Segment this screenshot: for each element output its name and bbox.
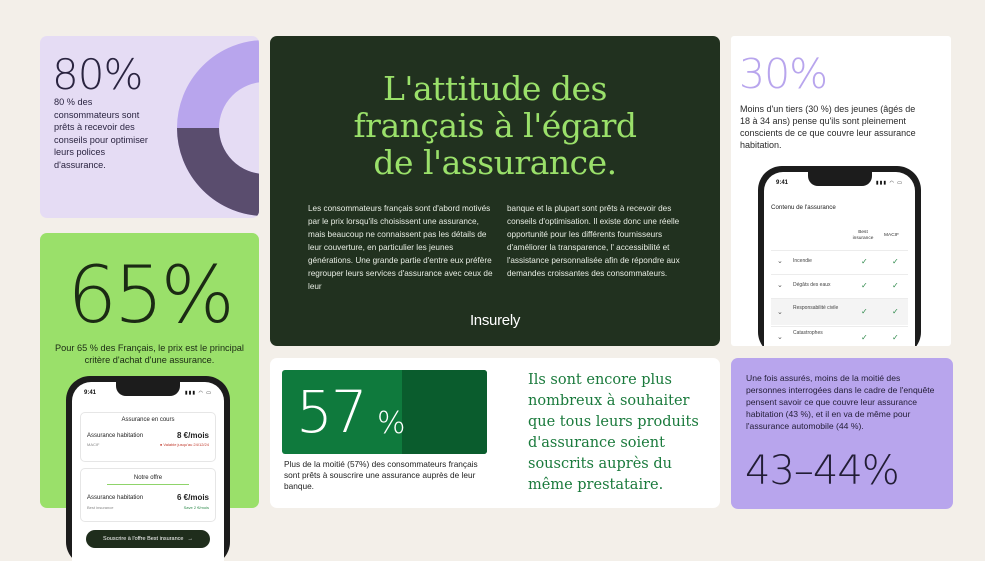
phone-mockup-offer [66, 376, 230, 561]
current-label: Assurance habitation [87, 432, 144, 439]
stat-quote: Ils sont encore plus nombreux à souhaiter que tous leurs produits d'assurance soient souscrits auprès du même prestataire. [528, 372, 699, 493]
hero-text-col-2: banque et la plupart sont prêts à recevoir des conseils d'optimisation. Il existe donc une réelle opportunité pour les différents fournisseurs d'améliorer la transparence, l' accessibilité et l'assistance personnalisée afin de répondre aux demandes croissantes des consommateurs. [507, 204, 680, 278]
coverage-row[interactable] [771, 298, 908, 325]
status-time: 9:41 [84, 390, 97, 396]
current-insurance-box [80, 412, 216, 462]
current-provider: MACIF [87, 442, 100, 447]
stat-value: 80% [52, 50, 143, 99]
stat-text: 80 % des consommateurs sont prêts à recevoir des conseils pour optimiser leurs polices d'assurance. [54, 97, 148, 170]
status-icons: ▮▮▮ ◠ ▭ [184, 390, 212, 396]
hero-title-line: français à l'égard [353, 106, 637, 145]
check-icon: ✓ [861, 307, 868, 316]
chevron-down-icon: ⌄ [777, 282, 783, 289]
stat-text: Moins d'un tiers (30 %) des jeunes (âgés de 18 à 34 ans) pense qu'ils sont pleinement conscients de ce que couvre leur assurance habitation. [740, 104, 916, 150]
phone-notch [808, 172, 872, 186]
coverage-row[interactable] [771, 250, 908, 273]
current-row [87, 431, 209, 440]
check-icon: ✓ [892, 333, 899, 342]
stat-card-43-44 [731, 358, 953, 509]
stat-card-57 [270, 358, 720, 508]
stat-unit: % [377, 406, 406, 441]
chevron-down-icon: ⌄ [777, 309, 783, 316]
subscribe-label: Souscrire à l'offre Best insurance [103, 536, 184, 542]
insurely-logo: Insurely [469, 312, 521, 329]
stat-card-80 [40, 36, 259, 218]
coverage-label: Dégâts des eaux [793, 282, 831, 288]
offer-provider: Best insurance [87, 505, 114, 510]
offer-sub [87, 505, 209, 510]
hero-text-col-1: Les consommateurs français sont d'abord motivés par le prix lorsqu'ils choisissent une assurance, mais beaucoup ne connaissent pas les détails de leur couverture, en particulier les jeunes générations. Une grande partie d'entre eux préfère regrouper leurs services d'assurance avec ceux de leur [308, 204, 493, 291]
stat-text: Pour 65 % des Français, le prix est le principal critère d'achat d'une assurance. [55, 343, 244, 365]
col-header-best: Best insurance [852, 230, 874, 241]
hero-title-line: de l'assurance. [373, 143, 617, 182]
stat-card-30 [731, 36, 951, 346]
chevron-down-icon: ⌄ [777, 258, 783, 265]
coverage-title: Contenu de l'assurance [771, 204, 836, 211]
stat-57-accent [402, 370, 487, 454]
hero-title-line: L'attitude des [383, 69, 607, 108]
offer-save: Save 2 €/mois [183, 505, 209, 510]
subscribe-button[interactable] [86, 530, 210, 548]
offer-title: Notre offre [107, 475, 189, 485]
phone-mockup-coverage [758, 166, 921, 346]
coverage-row[interactable] [771, 274, 908, 297]
phone-screen [72, 382, 224, 561]
offer-row [87, 493, 209, 502]
phone-screen [764, 172, 915, 346]
current-note: ● Valable jusqu'au 24/12/24 [159, 442, 209, 447]
col-header-macif: MACIF [884, 233, 899, 238]
phone-notch [116, 382, 180, 396]
offer-label: Assurance habitation [87, 494, 144, 501]
coverage-label: Responsabilité civile [793, 305, 839, 311]
offer-box [80, 468, 216, 522]
stat-value: 57 [296, 378, 366, 446]
current-title: Assurance en cours [121, 417, 175, 423]
check-icon: ✓ [892, 281, 899, 290]
check-icon: ✓ [892, 257, 899, 266]
check-icon: ✓ [861, 281, 868, 290]
chevron-down-icon: ⌄ [777, 334, 783, 341]
current-price: 8 €/mois [176, 431, 209, 440]
check-icon: ✓ [861, 257, 868, 266]
check-icon: ✓ [892, 307, 899, 316]
donut-graphic [155, 36, 259, 218]
status-icons: ▮▮▮ ◠ ▭ [875, 180, 903, 186]
coverage-label: Incendie [793, 258, 812, 264]
coverage-label: Catastrophes [793, 330, 823, 336]
stat-57-box [282, 370, 487, 454]
hero-card [270, 36, 720, 346]
stat-value: 30% [739, 50, 828, 98]
offer-price: 6 €/mois [176, 493, 209, 502]
stat-text: Une fois assurés, moins de la moitié des personnes interrogées dans le cadre de l'enquête pensent savoir ce que couvre leur assurance habitation (43 %), et il en va de même pour l'assurance automobile (44 %). [746, 373, 935, 431]
coverage-row[interactable] [771, 326, 908, 346]
status-time: 9:41 [776, 180, 789, 186]
stat-value: 43–44% [745, 448, 899, 494]
hero-title [270, 70, 720, 181]
current-sub [87, 442, 209, 447]
stat-text: Plus de la moitié (57%) des consommateurs français sont prêts à souscrire une assurance auprès de leur banque. [284, 459, 478, 491]
stat-value: 65% [67, 251, 232, 341]
check-icon: ✓ [861, 333, 868, 342]
arrow-right-icon: → [187, 536, 193, 542]
